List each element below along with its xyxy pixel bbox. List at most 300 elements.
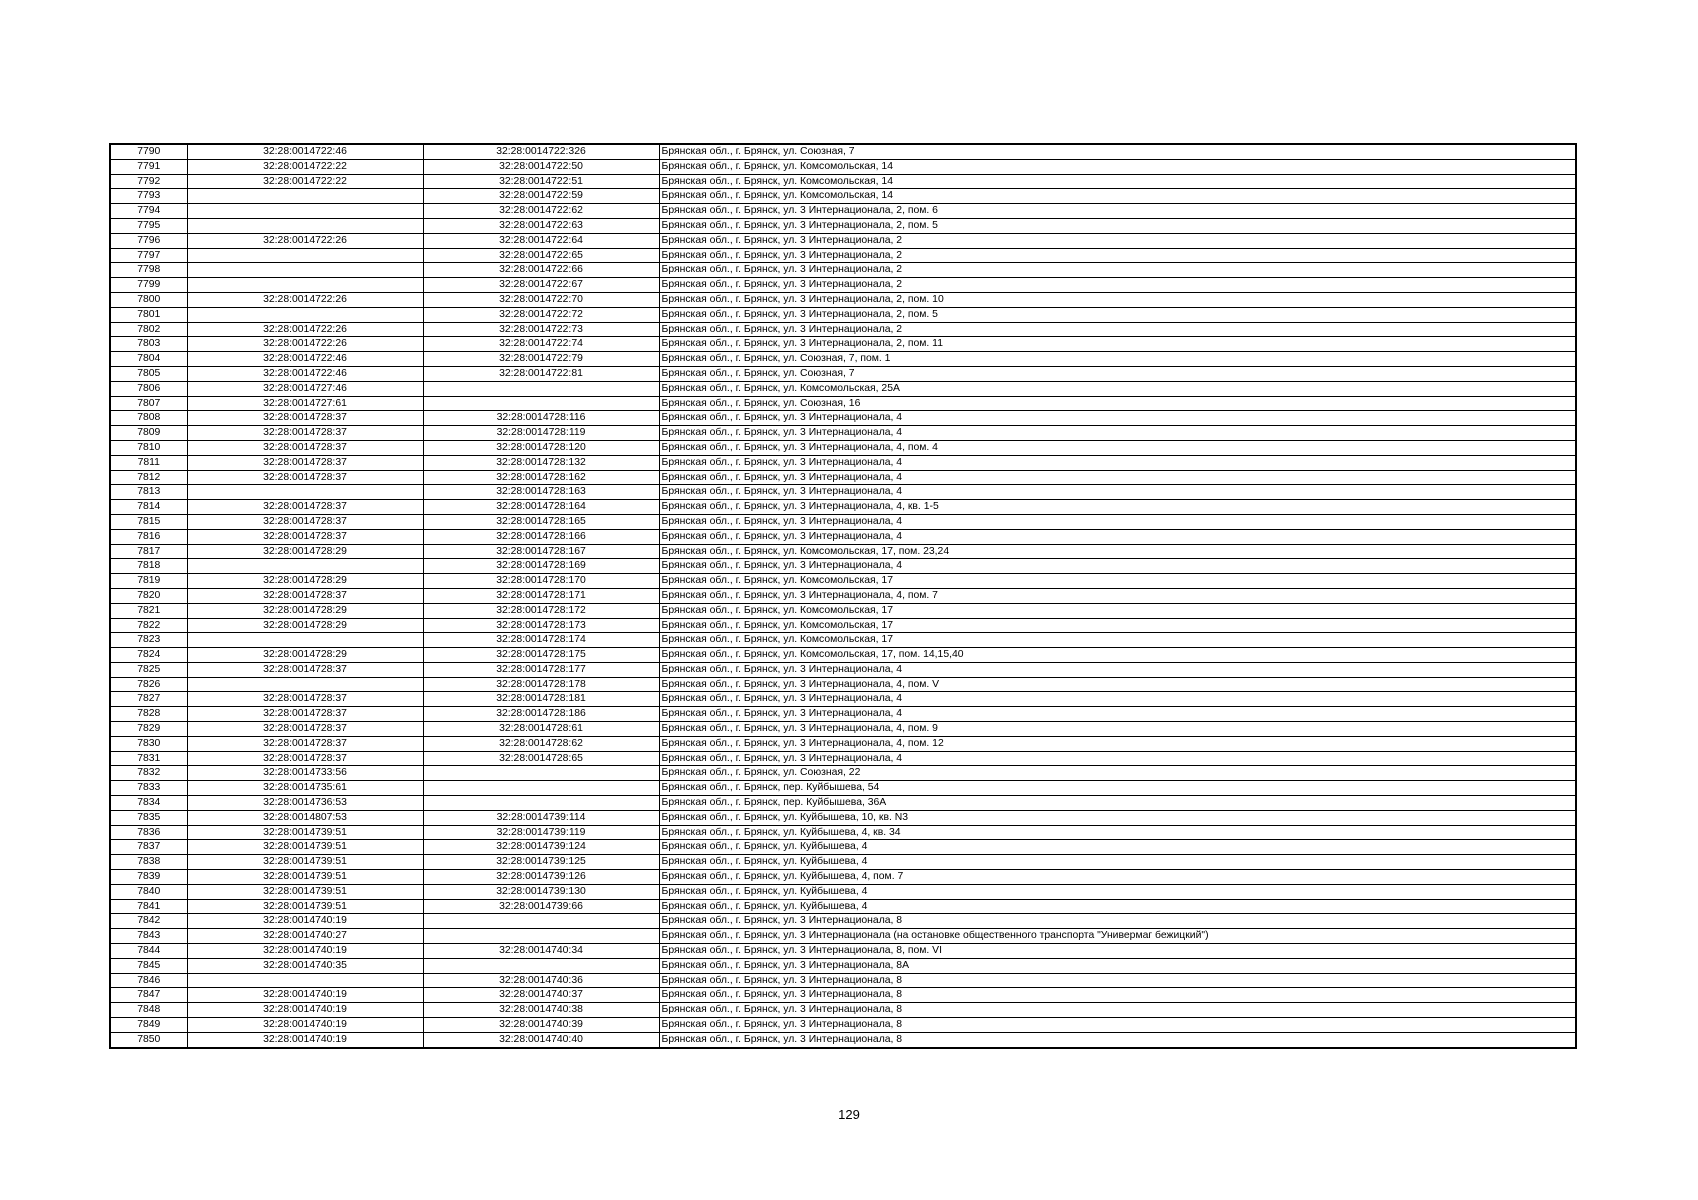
table-row [110,544,1576,559]
table-row [110,973,1576,988]
address-cell: Брянская обл., г. Брянск, ул. 3 Интернационала, 2, пом. 11 [659,337,1576,352]
cadastral-number-cell: 32:28:0014722:79 [423,352,659,367]
address-cell: Брянская обл., г. Брянск, ул. Куйбышева, 4 [659,884,1576,899]
row-number-cell: 7792 [110,174,187,189]
address-cell: Брянская обл., г. Брянск, ул. Комсомольская, 17, пом. 23,24 [659,544,1576,559]
table-row [110,736,1576,751]
parent-cadastral-number-cell: 32:28:0014740:19 [187,944,423,959]
address-cell: Брянская обл., г. Брянск, ул. 3 Интернационала, 2, пом. 5 [659,307,1576,322]
parent-cadastral-number-cell: 32:28:0014722:26 [187,292,423,307]
address-cell: Брянская обл., г. Брянск, ул. Куйбышева, 4 [659,855,1576,870]
cadastral-number-cell [423,914,659,929]
parent-cadastral-number-cell: 32:28:0014722:46 [187,144,423,159]
row-number-cell: 7818 [110,559,187,574]
parent-cadastral-number-cell: 32:28:0014736:53 [187,796,423,811]
parent-cadastral-number-cell: 32:28:0014728:37 [187,736,423,751]
table-row [110,1032,1576,1047]
address-cell: Брянская обл., г. Брянск, ул. 3 Интернационала, 8 [659,1003,1576,1018]
table-row [110,248,1576,263]
row-number-cell: 7849 [110,1018,187,1033]
parent-cadastral-number-cell [187,633,423,648]
cadastral-number-cell: 32:28:0014722:63 [423,218,659,233]
address-cell: Брянская обл., г. Брянск, ул. Союзная, 7, пом. 1 [659,352,1576,367]
row-number-cell: 7835 [110,810,187,825]
row-number-cell: 7798 [110,263,187,278]
row-number-cell: 7845 [110,958,187,973]
row-number-cell: 7824 [110,648,187,663]
cadastral-number-cell: 32:28:0014728:177 [423,662,659,677]
address-cell: Брянская обл., г. Брянск, ул. Комсомольская, 17 [659,633,1576,648]
parent-cadastral-number-cell: 32:28:0014722:22 [187,174,423,189]
address-cell: Брянская обл., г. Брянск, ул. Комсомольская, 17, пом. 14,15,40 [659,648,1576,663]
registry-table [109,143,1577,1049]
table-row [110,988,1576,1003]
row-number-cell: 7830 [110,736,187,751]
row-number-cell: 7837 [110,840,187,855]
row-number-cell: 7823 [110,633,187,648]
address-cell: Брянская обл., г. Брянск, ул. 3 Интернационала, 8 [659,1018,1576,1033]
cadastral-number-cell: 32:28:0014728:178 [423,677,659,692]
cadastral-number-cell: 32:28:0014740:37 [423,988,659,1003]
table-row [110,618,1576,633]
table-row [110,810,1576,825]
table-row [110,189,1576,204]
row-number-cell: 7832 [110,766,187,781]
row-number-cell: 7819 [110,574,187,589]
cadastral-number-cell: 32:28:0014728:186 [423,707,659,722]
address-cell: Брянская обл., г. Брянск, ул. 3 Интернационала, 4, пом. 4 [659,440,1576,455]
address-cell: Брянская обл., г. Брянск, ул. Союзная, 7 [659,366,1576,381]
address-cell: Брянская обл., г. Брянск, ул. 3 Интернационала, 4 [659,559,1576,574]
row-number-cell: 7817 [110,544,187,559]
cadastral-number-cell: 32:28:0014728:162 [423,470,659,485]
cadastral-number-cell: 32:28:0014739:124 [423,840,659,855]
address-cell: Брянская обл., г. Брянск, ул. 3 Интернационала, 4 [659,411,1576,426]
table-row [110,218,1576,233]
parent-cadastral-number-cell: 32:28:0014722:22 [187,159,423,174]
address-cell: Брянская обл., г. Брянск, ул. 3 Интернационала, 2, пом. 10 [659,292,1576,307]
cadastral-number-cell: 32:28:0014728:164 [423,500,659,515]
parent-cadastral-number-cell: 32:28:0014722:26 [187,337,423,352]
parent-cadastral-number-cell: 32:28:0014722:46 [187,366,423,381]
cadastral-number-cell: 32:28:0014722:326 [423,144,659,159]
cadastral-number-cell [423,381,659,396]
address-cell: Брянская обл., г. Брянск, ул. Союзная, 22 [659,766,1576,781]
cadastral-number-cell: 32:28:0014740:39 [423,1018,659,1033]
address-cell: Брянская обл., г. Брянск, пер. Куйбышева, 36А [659,796,1576,811]
address-cell: Брянская обл., г. Брянск, ул. 3 Интернационала, 2 [659,233,1576,248]
address-cell: Брянская обл., г. Брянск, ул. Комсомольская, 25А [659,381,1576,396]
table-row [110,781,1576,796]
cadastral-number-cell: 32:28:0014722:70 [423,292,659,307]
table-row [110,588,1576,603]
row-number-cell: 7791 [110,159,187,174]
row-number-cell: 7805 [110,366,187,381]
parent-cadastral-number-cell: 32:28:0014740:19 [187,1032,423,1047]
row-number-cell: 7816 [110,529,187,544]
table-row [110,603,1576,618]
cadastral-number-cell: 32:28:0014740:40 [423,1032,659,1047]
parent-cadastral-number-cell [187,973,423,988]
address-cell: Брянская обл., г. Брянск, ул. 3 Интернационала, 4, кв. 1-5 [659,500,1576,515]
row-number-cell: 7828 [110,707,187,722]
parent-cadastral-number-cell [187,677,423,692]
cadastral-number-cell: 32:28:0014728:165 [423,514,659,529]
cadastral-number-cell [423,766,659,781]
table-row [110,751,1576,766]
parent-cadastral-number-cell [187,485,423,500]
parent-cadastral-number-cell: 32:28:0014728:37 [187,411,423,426]
cadastral-number-cell: 32:28:0014740:36 [423,973,659,988]
table-row [110,337,1576,352]
cadastral-number-cell: 32:28:0014728:65 [423,751,659,766]
cadastral-number-cell: 32:28:0014728:171 [423,588,659,603]
table-row [110,307,1576,322]
table-row [110,426,1576,441]
parent-cadastral-number-cell: 32:28:0014739:51 [187,855,423,870]
table-row [110,633,1576,648]
cadastral-number-cell: 32:28:0014739:130 [423,884,659,899]
row-number-cell: 7827 [110,692,187,707]
table-row [110,766,1576,781]
registry-table-body [110,144,1576,1048]
table-row [110,559,1576,574]
table-row [110,159,1576,174]
cadastral-number-cell: 32:28:0014722:51 [423,174,659,189]
row-number-cell: 7825 [110,662,187,677]
address-cell: Брянская обл., г. Брянск, ул. Комсомольская, 14 [659,174,1576,189]
address-cell: Брянская обл., г. Брянск, ул. Союзная, 7 [659,144,1576,159]
address-cell: Брянская обл., г. Брянск, ул. Куйбышева, 4 [659,899,1576,914]
page-number: 129 [838,1107,860,1122]
table-row [110,692,1576,707]
table-row [110,381,1576,396]
cadastral-number-cell: 32:28:0014739:125 [423,855,659,870]
cadastral-number-cell: 32:28:0014722:64 [423,233,659,248]
address-cell: Брянская обл., г. Брянск, ул. 3 Интернационала, 4 [659,514,1576,529]
cadastral-number-cell: 32:28:0014728:170 [423,574,659,589]
row-number-cell: 7814 [110,500,187,515]
row-number-cell: 7802 [110,322,187,337]
row-number-cell: 7801 [110,307,187,322]
row-number-cell: 7815 [110,514,187,529]
table-row [110,204,1576,219]
row-number-cell: 7844 [110,944,187,959]
parent-cadastral-number-cell [187,263,423,278]
parent-cadastral-number-cell: 32:28:0014728:37 [187,455,423,470]
table-row [110,914,1576,929]
parent-cadastral-number-cell: 32:28:0014728:29 [187,618,423,633]
table-row [110,707,1576,722]
cadastral-number-cell: 32:28:0014739:126 [423,870,659,885]
cadastral-number-cell [423,396,659,411]
address-cell: Брянская обл., г. Брянск, ул. 3 Интернационала, 8 [659,1032,1576,1047]
parent-cadastral-number-cell: 32:28:0014739:51 [187,840,423,855]
row-number-cell: 7822 [110,618,187,633]
cadastral-number-cell: 32:28:0014728:167 [423,544,659,559]
cadastral-number-cell [423,958,659,973]
row-number-cell: 7809 [110,426,187,441]
cadastral-number-cell: 32:28:0014722:74 [423,337,659,352]
address-cell: Брянская обл., г. Брянск, ул. 3 Интернационала, 2, пом. 5 [659,218,1576,233]
table-row [110,470,1576,485]
row-number-cell: 7806 [110,381,187,396]
row-number-cell: 7847 [110,988,187,1003]
parent-cadastral-number-cell: 32:28:0014739:51 [187,899,423,914]
parent-cadastral-number-cell: 32:28:0014740:27 [187,929,423,944]
address-cell: Брянская обл., г. Брянск, ул. Комсомольская, 17 [659,574,1576,589]
cadastral-number-cell: 32:28:0014722:66 [423,263,659,278]
parent-cadastral-number-cell [187,204,423,219]
table-row [110,1018,1576,1033]
address-cell: Брянская обл., г. Брянск, ул. 3 Интернационала, 4, пом. V [659,677,1576,692]
row-number-cell: 7790 [110,144,187,159]
cadastral-number-cell: 32:28:0014728:174 [423,633,659,648]
parent-cadastral-number-cell: 32:28:0014728:29 [187,603,423,618]
address-cell: Брянская обл., г. Брянск, ул. 3 Интернационала, 8 [659,914,1576,929]
row-number-cell: 7808 [110,411,187,426]
parent-cadastral-number-cell: 32:28:0014728:29 [187,544,423,559]
table-row [110,884,1576,899]
address-cell: Брянская обл., г. Брянск, ул. 3 Интернационала, 2 [659,263,1576,278]
table-row [110,677,1576,692]
parent-cadastral-number-cell: 32:28:0014740:35 [187,958,423,973]
row-number-cell: 7813 [110,485,187,500]
table-row [110,352,1576,367]
parent-cadastral-number-cell: 32:28:0014728:37 [187,426,423,441]
cadastral-number-cell: 32:28:0014728:169 [423,559,659,574]
parent-cadastral-number-cell: 32:28:0014728:37 [187,722,423,737]
address-cell: Брянская обл., г. Брянск, ул. Комсомольская, 14 [659,189,1576,204]
table-row [110,440,1576,455]
cadastral-number-cell: 32:28:0014722:65 [423,248,659,263]
cadastral-number-cell: 32:28:0014728:116 [423,411,659,426]
table-row [110,500,1576,515]
row-number-cell: 7843 [110,929,187,944]
parent-cadastral-number-cell: 32:28:0014739:51 [187,870,423,885]
parent-cadastral-number-cell: 32:28:0014733:56 [187,766,423,781]
address-cell: Брянская обл., г. Брянск, ул. 3 Интернационала, 4, пом. 7 [659,588,1576,603]
parent-cadastral-number-cell: 32:28:0014728:37 [187,588,423,603]
row-number-cell: 7841 [110,899,187,914]
address-cell: Брянская обл., г. Брянск, ул. 3 Интернационала, 4 [659,426,1576,441]
cadastral-number-cell [423,796,659,811]
address-cell: Брянская обл., г. Брянск, ул. Куйбышева, 4, кв. 34 [659,825,1576,840]
row-number-cell: 7803 [110,337,187,352]
cadastral-number-cell: 32:28:0014722:59 [423,189,659,204]
cadastral-number-cell: 32:28:0014728:173 [423,618,659,633]
parent-cadastral-number-cell [187,248,423,263]
table-row [110,455,1576,470]
parent-cadastral-number-cell [187,307,423,322]
row-number-cell: 7810 [110,440,187,455]
parent-cadastral-number-cell: 32:28:0014739:51 [187,884,423,899]
row-number-cell: 7842 [110,914,187,929]
address-cell: Брянская обл., г. Брянск, ул. Комсомольская, 17 [659,618,1576,633]
row-number-cell: 7797 [110,248,187,263]
cadastral-number-cell: 32:28:0014739:119 [423,825,659,840]
table-row [110,233,1576,248]
parent-cadastral-number-cell: 32:28:0014728:37 [187,751,423,766]
table-row [110,825,1576,840]
row-number-cell: 7840 [110,884,187,899]
address-cell: Брянская обл., г. Брянск, ул. 3 Интернационала, 4 [659,692,1576,707]
table-row [110,929,1576,944]
address-cell: Брянская обл., г. Брянск, ул. 3 Интернационала (на остановке общественного транспорта "Универмаг бежицкий") [659,929,1576,944]
parent-cadastral-number-cell: 32:28:0014728:37 [187,440,423,455]
cadastral-number-cell: 32:28:0014740:34 [423,944,659,959]
row-number-cell: 7833 [110,781,187,796]
cadastral-number-cell: 32:28:0014728:119 [423,426,659,441]
cadastral-number-cell: 32:28:0014728:172 [423,603,659,618]
address-cell: Брянская обл., г. Брянск, ул. Куйбышева, 4, пом. 7 [659,870,1576,885]
cadastral-number-cell: 32:28:0014739:114 [423,810,659,825]
row-number-cell: 7794 [110,204,187,219]
row-number-cell: 7820 [110,588,187,603]
address-cell: Брянская обл., г. Брянск, ул. 3 Интернационала, 8 [659,973,1576,988]
parent-cadastral-number-cell [187,278,423,293]
row-number-cell: 7846 [110,973,187,988]
row-number-cell: 7836 [110,825,187,840]
parent-cadastral-number-cell: 32:28:0014722:26 [187,233,423,248]
address-cell: Брянская обл., г. Брянск, ул. Комсомольская, 17 [659,603,1576,618]
parent-cadastral-number-cell: 32:28:0014740:19 [187,988,423,1003]
table-row [110,366,1576,381]
row-number-cell: 7829 [110,722,187,737]
parent-cadastral-number-cell: 32:28:0014722:26 [187,322,423,337]
cadastral-number-cell [423,781,659,796]
parent-cadastral-number-cell [187,559,423,574]
cadastral-number-cell: 32:28:0014740:38 [423,1003,659,1018]
parent-cadastral-number-cell: 32:28:0014728:37 [187,707,423,722]
address-cell: Брянская обл., г. Брянск, ул. 3 Интернационала, 4 [659,470,1576,485]
address-cell: Брянская обл., г. Брянск, ул. 3 Интернационала, 4, пом. 12 [659,736,1576,751]
row-number-cell: 7812 [110,470,187,485]
parent-cadastral-number-cell: 32:28:0014740:19 [187,1003,423,1018]
parent-cadastral-number-cell: 32:28:0014740:19 [187,914,423,929]
parent-cadastral-number-cell: 32:28:0014722:46 [187,352,423,367]
address-cell: Брянская обл., г. Брянск, ул. 3 Интернационала, 2 [659,248,1576,263]
table-row [110,411,1576,426]
table-row [110,144,1576,159]
cadastral-number-cell: 32:28:0014722:50 [423,159,659,174]
address-cell: Брянская обл., г. Брянск, ул. 3 Интернационала, 4, пом. 9 [659,722,1576,737]
parent-cadastral-number-cell: 32:28:0014728:37 [187,500,423,515]
table-row [110,485,1576,500]
cadastral-number-cell: 32:28:0014728:61 [423,722,659,737]
address-cell: Брянская обл., г. Брянск, ул. 3 Интернационала, 4 [659,529,1576,544]
table-row [110,322,1576,337]
parent-cadastral-number-cell [187,218,423,233]
parent-cadastral-number-cell: 32:28:0014727:61 [187,396,423,411]
table-row [110,574,1576,589]
table-row [110,529,1576,544]
parent-cadastral-number-cell: 32:28:0014739:51 [187,825,423,840]
parent-cadastral-number-cell: 32:28:0014727:46 [187,381,423,396]
table-row [110,396,1576,411]
parent-cadastral-number-cell: 32:28:0014728:37 [187,470,423,485]
cadastral-number-cell: 32:28:0014728:181 [423,692,659,707]
parent-cadastral-number-cell: 32:28:0014728:37 [187,529,423,544]
row-number-cell: 7826 [110,677,187,692]
address-cell: Брянская обл., г. Брянск, пер. Куйбышева, 54 [659,781,1576,796]
cadastral-number-cell: 32:28:0014722:67 [423,278,659,293]
cadastral-number-cell: 32:28:0014722:72 [423,307,659,322]
cadastral-number-cell: 32:28:0014728:62 [423,736,659,751]
row-number-cell: 7838 [110,855,187,870]
address-cell: Брянская обл., г. Брянск, ул. 3 Интернационала, 2 [659,322,1576,337]
address-cell: Брянская обл., г. Брянск, ул. 3 Интернационала, 8А [659,958,1576,973]
parent-cadastral-number-cell: 32:28:0014728:37 [187,662,423,677]
row-number-cell: 7831 [110,751,187,766]
cadastral-number-cell: 32:28:0014722:81 [423,366,659,381]
row-number-cell: 7793 [110,189,187,204]
cadastral-number-cell: 32:28:0014722:62 [423,204,659,219]
address-cell: Брянская обл., г. Брянск, ул. Куйбышева, 10, кв. N3 [659,810,1576,825]
table-row [110,899,1576,914]
parent-cadastral-number-cell: 32:28:0014728:37 [187,514,423,529]
table-row [110,1003,1576,1018]
parent-cadastral-number-cell: 32:28:0014728:37 [187,692,423,707]
table-row [110,958,1576,973]
table-row [110,648,1576,663]
row-number-cell: 7796 [110,233,187,248]
parent-cadastral-number-cell [187,189,423,204]
parent-cadastral-number-cell: 32:28:0014728:29 [187,648,423,663]
table-row [110,174,1576,189]
parent-cadastral-number-cell: 32:28:0014728:29 [187,574,423,589]
table-row [110,796,1576,811]
cadastral-number-cell: 32:28:0014728:132 [423,455,659,470]
table-row [110,840,1576,855]
address-cell: Брянская обл., г. Брянск, ул. 3 Интернационала, 4 [659,707,1576,722]
address-cell: Брянская обл., г. Брянск, ул. 3 Интернационала, 8, пом. VI [659,944,1576,959]
address-cell: Брянская обл., г. Брянск, ул. 3 Интернационала, 4 [659,751,1576,766]
row-number-cell: 7795 [110,218,187,233]
address-cell: Брянская обл., г. Брянск, ул. Союзная, 16 [659,396,1576,411]
row-number-cell: 7850 [110,1032,187,1047]
table-row [110,855,1576,870]
parent-cadastral-number-cell: 32:28:0014740:19 [187,1018,423,1033]
cadastral-number-cell: 32:28:0014728:166 [423,529,659,544]
cadastral-number-cell: 32:28:0014728:175 [423,648,659,663]
cadastral-number-cell: 32:28:0014739:66 [423,899,659,914]
row-number-cell: 7804 [110,352,187,367]
table-row [110,722,1576,737]
address-cell: Брянская обл., г. Брянск, ул. 3 Интернационала, 4 [659,662,1576,677]
address-cell: Брянская обл., г. Брянск, ул. Комсомольская, 14 [659,159,1576,174]
cadastral-number-cell: 32:28:0014728:120 [423,440,659,455]
parent-cadastral-number-cell: 32:28:0014735:61 [187,781,423,796]
row-number-cell: 7821 [110,603,187,618]
row-number-cell: 7799 [110,278,187,293]
table-row [110,944,1576,959]
address-cell: Брянская обл., г. Брянск, ул. 3 Интернационала, 2, пом. 6 [659,204,1576,219]
table-row [110,278,1576,293]
cadastral-number-cell [423,929,659,944]
table-row [110,514,1576,529]
row-number-cell: 7807 [110,396,187,411]
row-number-cell: 7800 [110,292,187,307]
parent-cadastral-number-cell: 32:28:0014807:53 [187,810,423,825]
cadastral-number-cell: 32:28:0014722:73 [423,322,659,337]
address-cell: Брянская обл., г. Брянск, ул. 3 Интернационала, 8 [659,988,1576,1003]
row-number-cell: 7848 [110,1003,187,1018]
table-row [110,662,1576,677]
address-cell: Брянская обл., г. Брянск, ул. Куйбышева, 4 [659,840,1576,855]
table-row [110,870,1576,885]
row-number-cell: 7834 [110,796,187,811]
